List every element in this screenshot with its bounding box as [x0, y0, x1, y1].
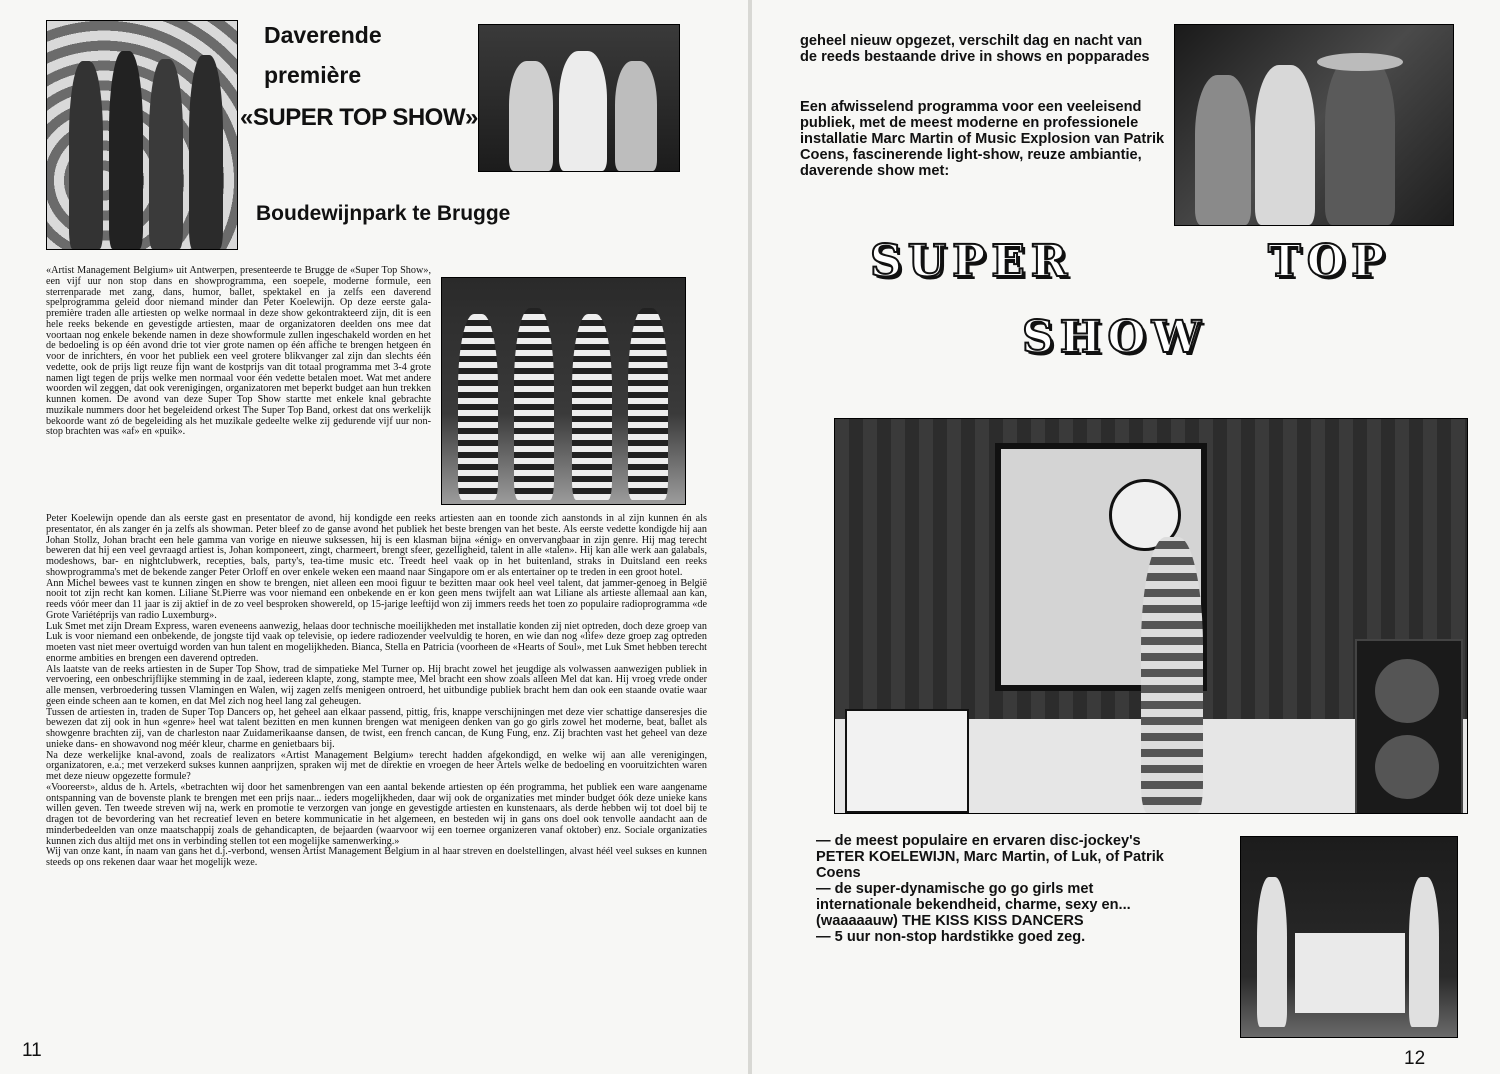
article-paragraph: Luk Smet met zijn Dream Express, waren eveneens aanwezig, helaas door technische moeilijkheden met installatie konden zij niet optreden, doch deze groep van Luk is voor niemand een onbekende, de jongste tijd vaak op televisie, op iedere radiozender veelvuldig te horen, en wie dan nog «life» deze groep zag optreden moeten vast niet meer overtuigd worden van hun talent en mogelijkheden. Bianca, Stella en Patricia (voorheen de «Hearts of Soul», met Luk Smet hebben terecht enorme ambities en brengen een daverend optreden.: [46, 620, 707, 664]
feature-list: [816, 833, 1182, 945]
left-page: [0, 0, 748, 1074]
photo-group-performers: [46, 20, 238, 250]
intro-paragraph-2: Een afwisselend programma voor een veeleisend publiek, met de meest moderne en professionele installatie Marc Martin of Music Explosion van Patrik Coens, fascinerende light-show, reuze ambiantie, daverende show met:: [800, 99, 1165, 179]
article-paragraph: Tussen de artiesten in, traden de Super Top Dancers op, het geheel aan elkaar passend, pittig, fris, knappe verschijningen met deze vier schattige danseresjes die bewezen dat zij ook in hun «genre» heel wat talent bezitten en men kunnen brengen wat menigeen denken van go go girls zowel het moderne, beat, ballet als showgenre brachten zij, van de charleston naar Zuidamerikaanse dansen, de twist, een french cancan, de Kung Fung, enz. Zij brachten vast het geheel van deze unieke dans- en showavond nog méér kleur, charme en genietbaars bij.: [46, 706, 707, 750]
feature-item: — de meest populaire en ervaren disc-jockey's PETER KOELEWIJN, Marc Martin, of Luk, of Patrik Coens: [816, 833, 1164, 881]
intro-paragraph-1: geheel nieuw opgezet, verschilt dag en nacht van de reeds bestaande drive in shows en popparades: [800, 33, 1150, 65]
article-paragraph: Ann Michel bewees vast te kunnen zingen en show te brengen, niet alleen een mooi figuur te bezitten maar ook heel veel talent, dat jammer-genoeg in België nooit tot zijn recht kan komen. Liliane St.Pierre was voor niemand een onbekende en er kon geen mens twijfelt aan wat Liliane als artieste allemaal aan kan, reeds vóór meer dan 11 jaar is zij aktief in de zo veel besproken showereld, op 15-jarige leeftijd won zij immers reeds het toen zo populaire radioprogramma «de Grote Variétéprijs van radio Luxemburg».: [46, 577, 707, 621]
headline-line-1: Daverende: [264, 22, 382, 48]
title-word-show: SHOW: [1022, 312, 1208, 363]
title-word-top: TOP: [1268, 236, 1391, 287]
article-body-text: [46, 514, 707, 869]
right-page: [752, 0, 1500, 1074]
article-paragraph: Peter Koelewijn opende dan als eerste gast en presentator de avond, hij kondigde een reeks artiesten aan en toonde zich aanstonds in al zijn kunnen én als presentator, én als zanger én ja zelfs als showman. Peter bleef zo de ganse avond het publiek het beste brengen van het beste. Als eerste vedette kondigde hij aan Johan Stollz, Johan bracht een hele gamma van vorige en nieuwe suksessen, hij is een klasman bijna «énig» en onvervangbaar in zijn genre. Hij mag terecht beweren dat hij een veel gevraagd artiest is, Johan komponeert, zingt, charmeert, brengt sfeer, gezelligheid, talent in alle «talen». Hij kan alle werk aan galabals, modeshows, bar- en nightclubwerk, recepties, bals, party's, tea-time music etc. Treedt heel vaak op in het buitenland, straks in Duitsland een reeks showprogramma's met de bekende zanger Peter Orloff en over enkele weken een maand naar Singapore om er als entertainer op te treden in een groot hotel.: [46, 513, 707, 578]
title-word-super: SUPER: [870, 236, 1074, 287]
article-intro-text: «Artist Management Belgium» uit Antwerpen, presenteerde te Brugge de «Super Top Show», een vijf uur non stop dans en showprogramma, een soepele, moderne formule, een sterrenparade met zang, dans, humor, ballet, spektakel en ja zelfs een daverend spelprogramma geleid door niemand minder dan Peter Koelewijn. Op deze eerste gala-première traden alle artiesten op welke normaal in deze show gekontrakteerd zijn, dit is een hele reeks bekende en gevestigde artiesten, maar de organizatoren deelden ons mee dat voortaan nog enkele bekende namen in deze showformule zullen ingeschakeld worden en het de bedoeling is op één avond drie tot vier grote namen op één affiche te brengen hetgeen én voor de inrichters, én voor het publiek een veel grotere blikvanger zal zijn dan slechts één vedette, ook de prijs ligt reuze fijn want de kostprijs van dit totaal programma met 3-4 grote namen ligt tegen de prijs welke men normaal voor één vedette betalen moet. Wat met andere woorden wil zeggen, dat ook verenigingen, organizatoren met beperkt budget aan hun trekken kunnen komen. De avond van deze Super Top Show startte met enkele knal gebrachte muzikale nummers door het begeleidend orkest The Super Top Band, orkest dat ons werkelijk bekoorde want zó de begeleiding als het muzikale gedeelte welke zij gedurende vijf uur non- stop brachten was «af» en «puik».: [46, 265, 431, 438]
article-paragraph: Na deze werkelijke knal-avond, zoals de realizators «Artist Management Belgium» terecht hadden afgekondigd, en welke wij aan alle verenigingen, organizatoren, e.a.; met verzekerd sukses kunnen aanprijzen, spraken wij met de direktie en vroegen de heer Artels welke de bedoeling en vooruitzichten waren met deze nieuw opgezette formule?: [46, 749, 707, 782]
article-paragraph: «Vooreerst», aldus de h. Artels, «betrachten wij door het samenbrengen van een aantal bekende artiesten op één programma, het publiek een ware aangename ontspanning van de bovenste plank te brengen met een prijs naar... ieders mogelijkheden, daar wij ook de organizaties met minder budget óók deze unieke kans willen geven. Ten tweede streven wij na, werk en promotie te verzorgen van jonge en gevestigde artiesten en kunstenaars, als derde hebben wij tot doel bij te dragen tot de bevordering van het recreatief leven en betere kommunicatie in het algemeen, en besteden wij in gans ons doel ook tenvolle aandacht aan de minderbedeelden van onze maatschappij zoals de gehandicapten, de bejaarden (waarvoor wij een toernee organizeren vanaf oktober) enz. Sociale organizaties kunnen zich dus altijd met ons in verbinding stellen tot een mogelijke samenwerking.»: [46, 781, 707, 847]
photo-three-guests: [478, 24, 680, 172]
article-paragraph: Wij van onze kant, in naam van gans het d.j.-verbond, wensen Artist Management Belgium in al haar streven en doelstellingen, alvast héél veel sukses en kunnen steeds op ons rekenen daar waar het mogelijk weze.: [46, 846, 707, 868]
article-paragraph: Als laatste van de reeks artiesten in de Super Top Show, trad de simpatieke Mel Turner op. Hij bracht zowel het jeugdige als volwassen aanwezigen publiek in vervoering, een onbeschrijflijke stemming in de zaal, iedereen klapte, zong, stampte mee, Mel bracht een show zoals alleen Mel dat kan. Hij vroeg vrede onder alle mensen, verbroedering tussen Vlamingen en Walen, wij zagen zelfs menigeen ontroerd, het uitbundige publiek bracht hem dan ook een staande ovatie waar geen einde scheen aan te komen, en dat Mel zich nog heel lang zal geheugen.: [46, 663, 707, 707]
headline-line-3: «SUPER TOP SHOW»: [240, 104, 478, 131]
headline-line-2: première: [264, 62, 362, 88]
feature-item: — 5 uur non-stop hardstikke goed zeg.: [816, 929, 1086, 945]
page-number-left: 11: [22, 1040, 42, 1061]
photo-stage-dancers: [1240, 836, 1458, 1038]
photo-dj-cowboy-hat: [1174, 24, 1454, 226]
feature-item: — de super-dynamische go go girls met internationale bekendheid, charme, sexy en... (waaaaauw) THE KISS KISS DANCERS: [816, 881, 1131, 929]
page-number-right: 12: [1404, 1048, 1426, 1069]
photo-four-dancers: [441, 277, 686, 505]
photo-dj-booth: [834, 418, 1468, 814]
headline-location: Boudewijnpark te Brugge: [256, 202, 511, 225]
